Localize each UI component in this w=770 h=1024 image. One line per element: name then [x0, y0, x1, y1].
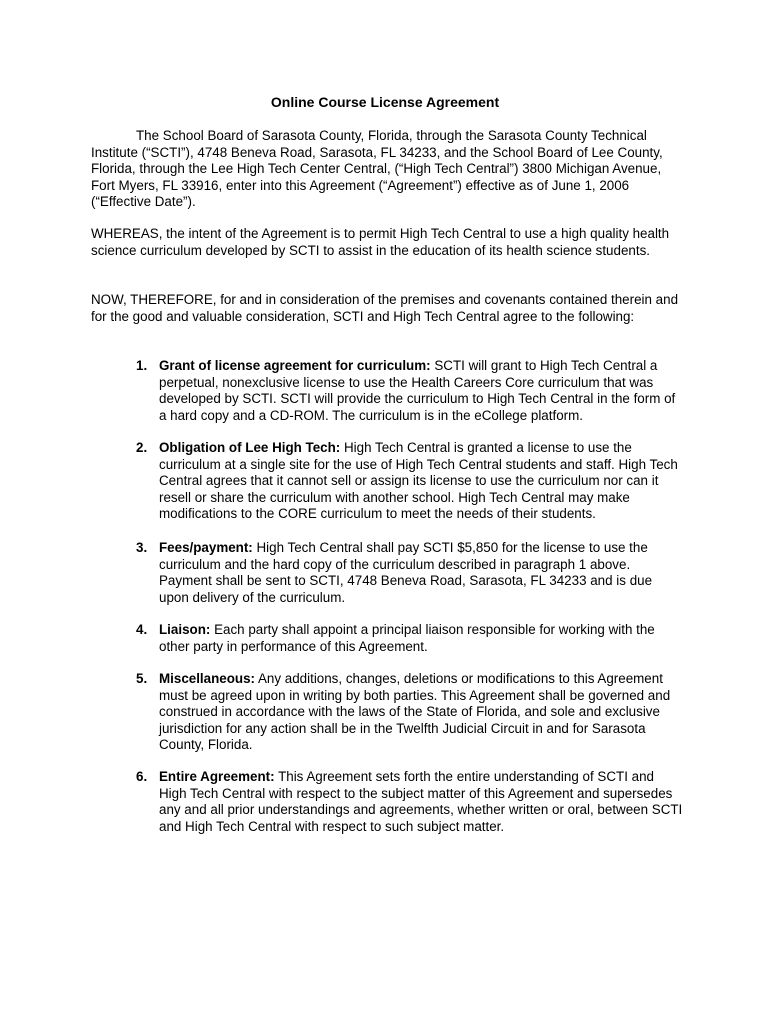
clause-number: 5.: [136, 671, 148, 686]
clause-heading: Obligation of Lee High Tech:: [159, 440, 341, 455]
whereas-paragraph: WHEREAS, the intent of the Agreement is to permit High Tech Central to use a high quality health science curriculum developed by SCTI to assist in the education of its health science students.: [91, 226, 670, 258]
clause-text: Each party shall appoint a principal liaison responsible for working with the other party in performance of this Agreement.: [159, 622, 655, 654]
clause-heading: Liaison:: [159, 622, 211, 637]
clause-number: 2.: [136, 440, 148, 455]
clause-text: High Tech Central shall pay SCTI $5,850 for the license to use the curriculum and the hard copy of the curriculum described in paragraph 1 above. Payment shall be sent to SCTI, 4748 Beneva Road, Sarasota, FL 34233 and is due upon delivery of the curriculum.: [159, 540, 653, 605]
clause-heading: Grant of license agreement for curriculum:: [159, 358, 431, 373]
clause-number: 3.: [136, 540, 148, 555]
clause-entire-agreement: [136, 769, 684, 835]
clause-heading: Fees/payment:: [159, 540, 253, 555]
clause-number: 1.: [136, 358, 148, 373]
clause-text: Any additions, changes, deletions or modifications to this Agreement must be agreed upon in writing by both parties. This Agreement shall be governed and construed in accordance with the laws of the State of Florida, and sole and exclusive jurisdiction for any action shall be in the Twelfth Judicial Circuit in and for Sarasota County, Florida.: [159, 671, 671, 752]
clause-text: High Tech Central is granted a license to use the curriculum at a single site for the use of High Tech Central students and staff. High Tech Central agrees that it cannot sell or assign its license to use the curriculum nor can it resell or share the curriculum with another school. High Tech Central may make modifications to the CORE curriculum to meet the needs of their students.: [159, 440, 678, 521]
intro-paragraph: The School Board of Sarasota County, Florida, through the Sarasota County Technical Institute (“SCTI”), 4748 Beneva Road, Sarasota, FL 34233, and the School Board of Lee County, Florida, through the Lee High Tech Center Central, (“High Tech Central”) 3800 Michigan Avenue, Fort Myers, FL 33916, enter into this Agreement (“Agreement”) effective as of June 1, 2006 (“Effective Date”).: [91, 128, 663, 209]
document-title: Online Course License Agreement: [270, 94, 500, 110]
clause-liaison: [136, 622, 684, 655]
clause-number: 6.: [136, 769, 148, 784]
clause-heading: Entire Agreement:: [159, 769, 275, 784]
clause-number: 4.: [136, 622, 148, 637]
clause-text: This Agreement sets forth the entire understanding of SCTI and High Tech Central with respect to the subject matter of this Agreement and supersedes any and all prior understandings and agreements, whether written or oral, between SCTI and High Tech Central with respect to such subject matter.: [159, 769, 683, 834]
clause-fees-payment: [136, 540, 684, 606]
clause-grant-of-license: [136, 358, 684, 424]
therefore-paragraph: NOW, THEREFORE, for and in consideration of the premises and covenants contained therein and for the good and valuable consideration, SCTI and High Tech Central agree to the following:: [91, 292, 679, 324]
clause-obligation: [136, 440, 684, 523]
clause-text: SCTI will grant to High Tech Central a perpetual, nonexclusive license to use the Health Careers Core curriculum that was developed by SCTI. SCTI will provide the curriculum to High Tech Central in the form of a hard copy and a CD-ROM. The curriculum is in the eCollege platform.: [159, 358, 676, 423]
clause-miscellaneous: [136, 671, 684, 754]
clause-heading: Miscellaneous:: [159, 671, 255, 686]
